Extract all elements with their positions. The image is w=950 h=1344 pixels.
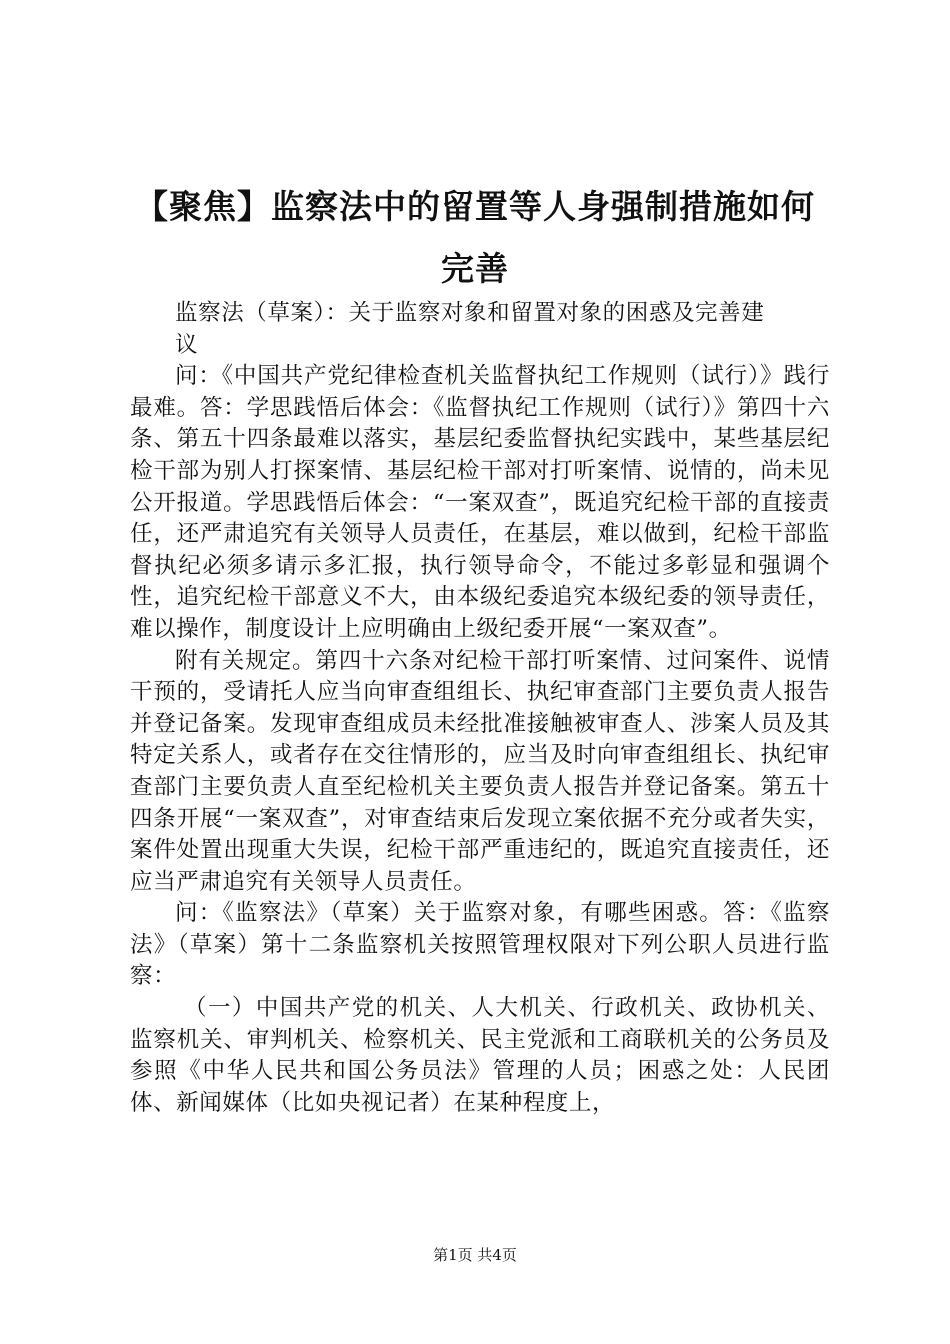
paragraph-regulations: 附有关规定。第四十六条对纪检干部打听案情、过问案件、说情干预的，受请托人应当向审查组组长、执纪审查部门主要负责人报告并登记备案。发现审查组成员未经批准接触被审查人、涉案人员及其特定关系人，或者存在交往情形的，应当及时向审查组组长、执纪审查部门主要负责人直至纪检机关主要负责人报告并登记备案。第五十四条开展“一案双查”，对审查结束后发现立案依据不充分或者失实，案件处置出现重大失误，纪检干部严重违纪的，既追究直接责任，还应当严肃追究有关领导人员责任。: [130, 647, 830, 895]
page-footer: 第1页 共4页: [433, 1246, 517, 1264]
page-title: [110, 176, 840, 300]
paragraph-subtitle: 监察法（草案）：关于监察对象和留置对象的困惑及完善建: [175, 300, 765, 326]
title-line-2: 完善: [441, 249, 509, 288]
paragraph-subtitle-cont: 议: [175, 331, 199, 358]
paragraph-question-1: 问：《中国共产党纪律检查机关监督执纪工作规则（试行）》践行最难。答：学思践悟后体会：《监督执纪工作规则（试行）》第四十六条、第五十四条最难以落实，基层纪委监督执纪实践中，某些基层纪检干部为别人打探案情、基层纪检干部对打听案情、说情的，尚未见公开报道。学思践悟后体会：“一案双查”，既追究纪检干部的直接责任，还严肃追究有关领导人员责任，在基层，难以做到，纪检干部监督执纪必须多请示多汇报，执行领导命令，不能过多彰显和强调个性，追究纪检干部意义不大，由本级纪委追究本级纪委的领导责任，难以操作，制度设计上应明确由上级纪委开展“一案双查”。: [130, 363, 830, 642]
document-body: [130, 298, 830, 1119]
title-line-1: 【聚焦】监察法中的留置等人身强制措施如何: [135, 187, 815, 226]
paragraph-item-1: （一）中国共产党的机关、人大机关、行政机关、政协机关、监察机关、审判机关、检察机关、民主党派和工商联机关的公务员及参照《中华人民共和国公务员法》管理的人员；困惑之处：人民团体、新闻媒体（比如央视记者）在某种程度上，: [130, 995, 830, 1116]
paragraph-question-2: 问：《监察法》（草案）关于监察对象，有哪些困惑。答：《监察法》（草案）第十二条监察机关按照管理权限对下列公职人员进行监察：: [130, 900, 830, 990]
